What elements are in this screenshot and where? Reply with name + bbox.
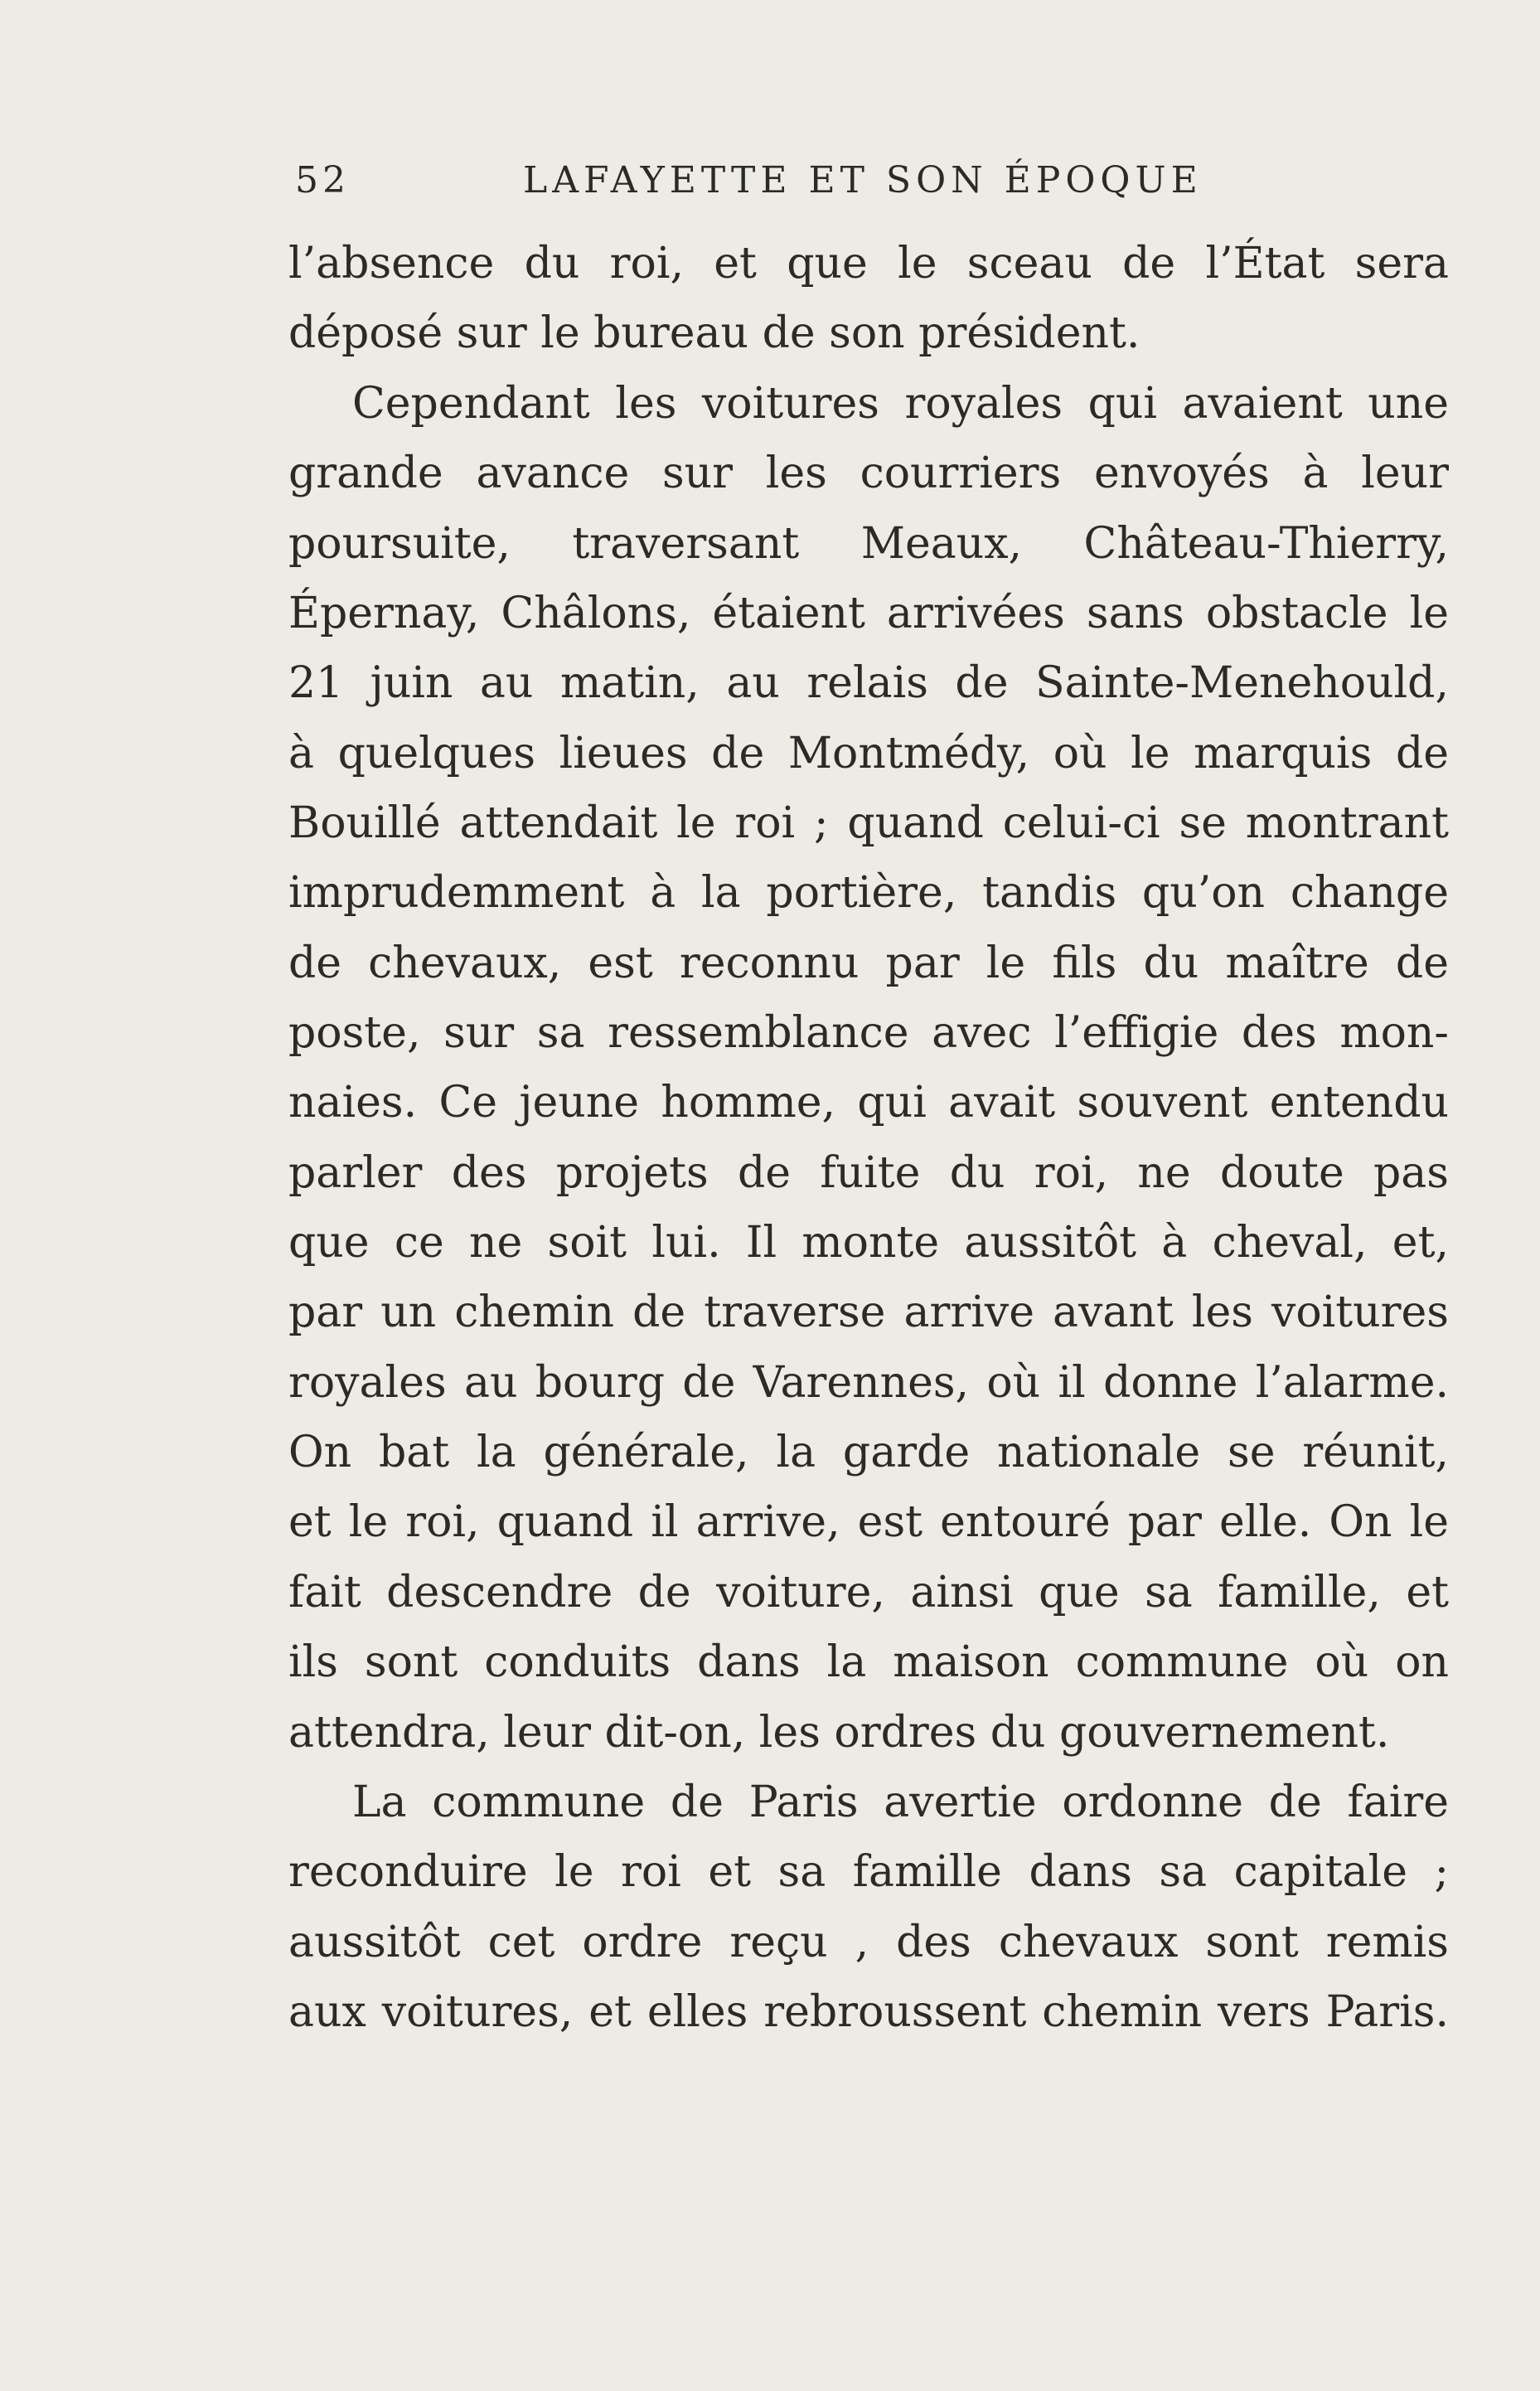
text-line: Épernay, Châlons, étaient arrivées sans obstacle le (288, 589, 1449, 638)
text-line: On bat la générale, la garde nationale se réunit, (288, 1428, 1449, 1477)
text-line: grande avance sur les courriers envoyés à leur (288, 449, 1449, 498)
text-line: naies. Ce jeune homme, qui avait souvent entendu (288, 1078, 1449, 1128)
text-line: de chevaux, est reconnu par le fils du maître de (288, 938, 1449, 988)
running-title: LAFAYETTE ET SON ÉPOQUE (523, 159, 1203, 201)
text-line: fait descendre de voiture, ainsi que sa famille, et (288, 1568, 1449, 1617)
text-line: poursuite, traversant Meaux, Château-Thierry, (288, 519, 1449, 569)
text-line: 21 juin au matin, au relais de Sainte-Menehould, (288, 658, 1449, 708)
text-line: et le roi, quand il arrive, est entouré par elle. On le (288, 1497, 1449, 1547)
text-line: parler des projets de fuite du roi, ne doute pas (288, 1148, 1449, 1198)
text-line: par un chemin de traverse arrive avant les voitures (288, 1288, 1449, 1337)
text-line: aussitôt cet ordre reçu , des chevaux sont remis (288, 1918, 1449, 1967)
text-line: royales au bourg de Varennes, où il donne l’alarme. (288, 1358, 1449, 1408)
text-line: déposé sur le bureau de son président. (288, 308, 1140, 358)
text-line: que ce ne soit lui. Il monte aussitôt à cheval, et, (288, 1218, 1449, 1268)
text-line: poste, sur sa ressemblance avec l’effigie des mon- (288, 1008, 1449, 1058)
text-line: à quelques lieues de Montmédy, où le marquis de (288, 729, 1449, 778)
text-line: imprudemment à la portière, tandis qu’on change (288, 868, 1449, 918)
text-line: Bouillé attendait le roi ; quand celui-ci se montrant (288, 798, 1449, 848)
text-line: attendra, leur dit-on, les ordres du gouvernement. (288, 1708, 1390, 1758)
page-number: 52 (295, 159, 350, 201)
running-head (295, 159, 1442, 209)
text-line: reconduire le roi et sa famille dans sa capitale ; (288, 1847, 1449, 1897)
text-line: ils sont conduits dans la maison commune où on (288, 1637, 1449, 1687)
text-line: l’absence du roi, et que le sceau de l’État sera (288, 239, 1449, 289)
text-line: aux voitures, et elles rebroussent chemin vers Paris. (288, 1987, 1449, 2037)
text-line: La commune de Paris avertie ordonne de faire (352, 1777, 1449, 1827)
text-line: Cependant les voitures royales qui avaient une (352, 379, 1449, 429)
